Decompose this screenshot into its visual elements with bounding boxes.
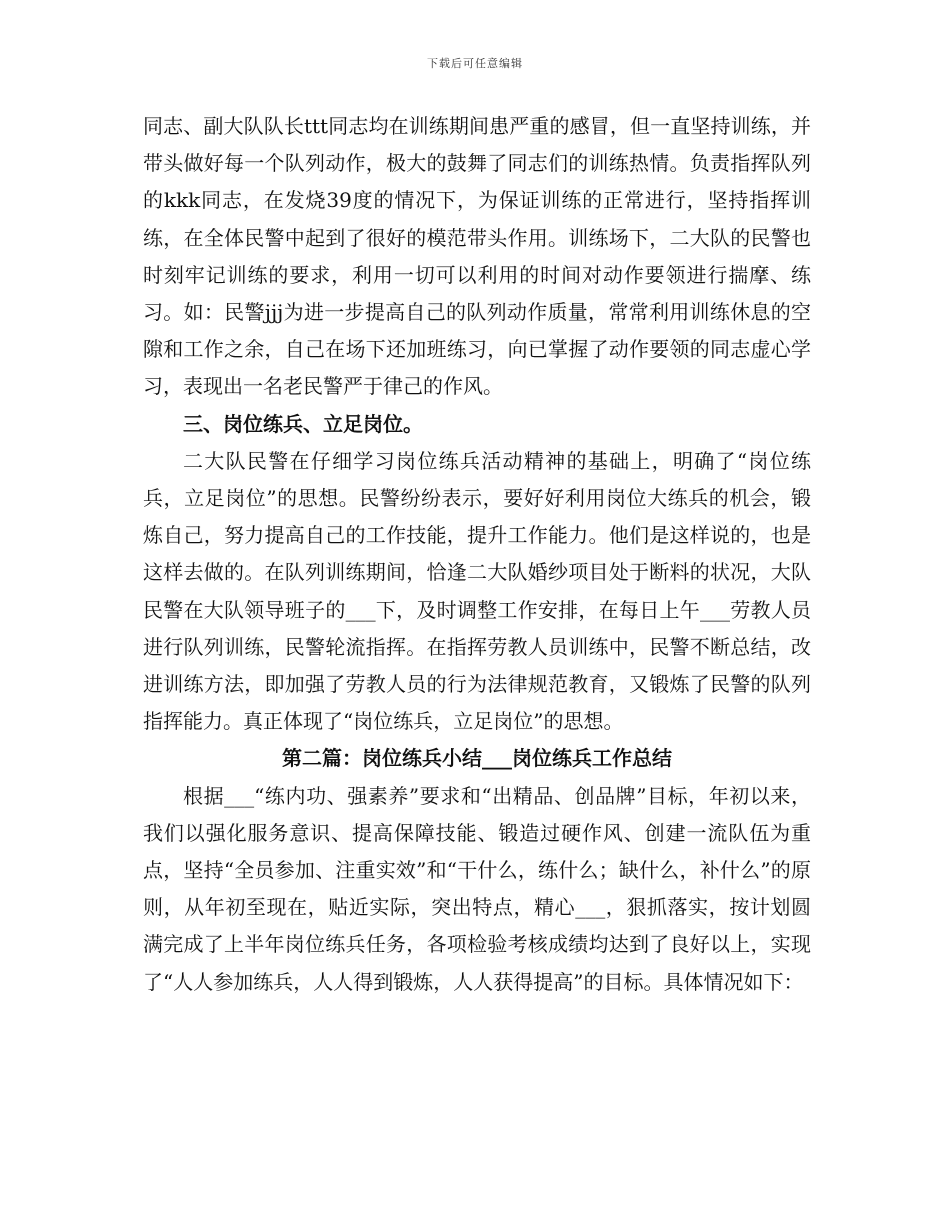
paragraph-summary-intro: 根据___“练内功、强素养”要求和“出精品、创品牌”目标，年初以来，我们以强化服务意识、提高保障技能、锻造过硬作风、创建一流队伍为重点，坚持“全员参加、注重实效”和“干什么，练什么；缺什么，补什么”的原则，从年初至现在，贴近实际，突出特点，精心___，狠抓落实，按计划圆满完成了上半年岗位练兵任务，各项检验考核成绩均达到了良好以上，实现了“人人参加练兵，人人得到锻炼，人人获得提高”的目标。具体情况如下： (143, 783, 811, 994)
paragraph-post-training: 二大队民警在仔细学习岗位练兵活动精神的基础上，明确了“岗位练兵，立足岗位”的思想。民警纷纷表示，要好好利用岗位大练兵的机会，锻炼自己，努力提高自己的工作技能，提升工作能力。他们是这样说的，也是这样去做的。在队列训练期间，恰逢二大队婚纱项目处于断料的状况，大队民警在大队领导班子的___下，及时调整工作安排，在每日上午___劳教人员进行队列训练，民警轮流指挥。在指挥劳教人员训练中，民警不断总结，改进训练方法，即加强了劳教人员的行为法律规范教育，又锻炼了民警的队列指挥能力。真正体现了“岗位练兵，立足岗位”的思想。 (143, 448, 811, 734)
page-header: 下载后可任意编辑 (427, 57, 523, 70)
paragraph-training-effort: 同志、副大队队长ttt同志均在训练期间患严重的感冒，但一直坚持训练，并带头做好每一个队列动作，极大的鼓舞了同志们的训练热情。负责指挥队列的kkk同志，在发烧39度的情况下，为保证训练的正常进行，坚持指挥训练，在全体民警中起到了很好的模范带头作用。训练场下，二大队的民警也时刻牢记训练的要求，利用一切可以利用的时间对动作要领进行揣摩、练习。如：民警jjj为进一步提高自己的队列动作质量，常常利用训练休息的空隙和工作之余，自己在场下还加班练习，向已掌握了动作要领的同志虚心学习，表现出一名老民警严于律己的作风。 (143, 114, 811, 399)
document-body (143, 108, 811, 1001)
section-title-part-two: 第二篇：岗位练兵小结___岗位练兵工作总结 (282, 746, 672, 771)
heading-section-three: 三、岗位练兵、立足岗位。 (183, 411, 423, 436)
